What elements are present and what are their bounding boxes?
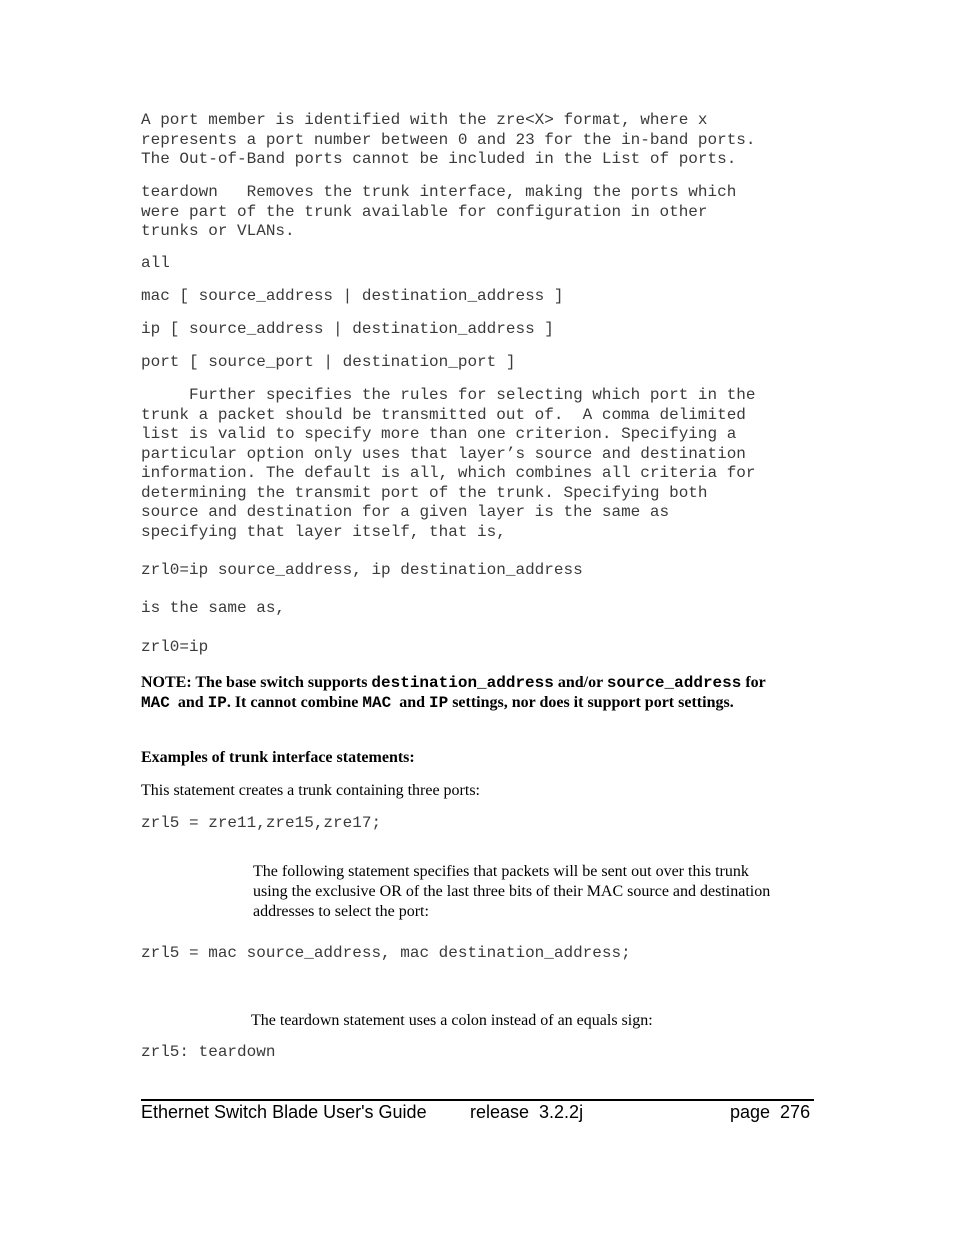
note-code-mac: MAC [141,694,170,712]
note-code-source-address: source_address [606,674,742,692]
examples-intro: This statement creates a trunk containing three ports: [141,782,480,799]
code-example-1: zrl5 = zre11,zre15,zre17; [141,814,382,832]
teardown-description: teardown Removes the trunk interface, making the ports which were part of the trunk available for configuration in other trunks or VLANs. [141,183,737,240]
example-3-description: The teardown statement uses a colon instead of an equals sign: [251,1012,653,1029]
option-all: all [141,254,170,272]
footer-page-number: page 276 [730,1102,811,1122]
further-specifies-paragraph: Further specifies the rules for selecting which port in the trunk a packet should be transmitted out of. A comma delimited list is valid to specify more than one criterion. Specifying a particular option only uses that layer’s source and destination information. The default is all, which combines all criteria for determining the transmit port of the trunk. Specifying both source and destination for a given layer is the same as specifying that layer itself, that is, [141,386,756,541]
option-ip: ip [ source_address | destination_address ] [141,320,554,338]
port-member-paragraph: A port member is identified with the zre<X> format, where x represents a port number between 0 and 23 for the in-band ports. The Out-of-Band ports cannot be included in the List of ports. [141,111,756,168]
code-zrl0-short: zrl0=ip [141,638,209,656]
code-zrl0-full: zrl0=ip source_address, ip destination_address [141,561,583,579]
examples-heading: Examples of trunk interface statements: [141,749,415,766]
code-example-3: zrl5: teardown [141,1043,276,1061]
same-as-text: is the same as, [141,599,286,617]
note-line-2: MAC and IP. It cannot combine MAC and IP settings, nor does it support port settings. [141,694,734,712]
footer-title: Ethernet Switch Blade User's Guide [141,1102,427,1122]
option-port: port [ source_port | destination_port ] [141,353,516,371]
note-code-ip: IP [207,694,227,712]
note-code-ip-2: IP [428,694,449,712]
option-mac: mac [ source_address | destination_address ] [141,287,564,305]
note-code-mac-2: MAC [362,694,392,712]
note-code-destination-address: destination_address [371,674,554,692]
example-2-description: The following statement specifies that packets will be sent out over this trunk using the exclusive OR of the last three bits of their MAC source and destination addresses to select the port: [253,863,771,920]
note-line-1: NOTE: The base switch supports destination_address and/or source_address for [141,674,766,692]
code-example-2: zrl5 = mac source_address, mac destination_address; [141,944,631,962]
note-paragraph [141,673,821,713]
footer-release: release 3.2.2j [470,1102,584,1122]
